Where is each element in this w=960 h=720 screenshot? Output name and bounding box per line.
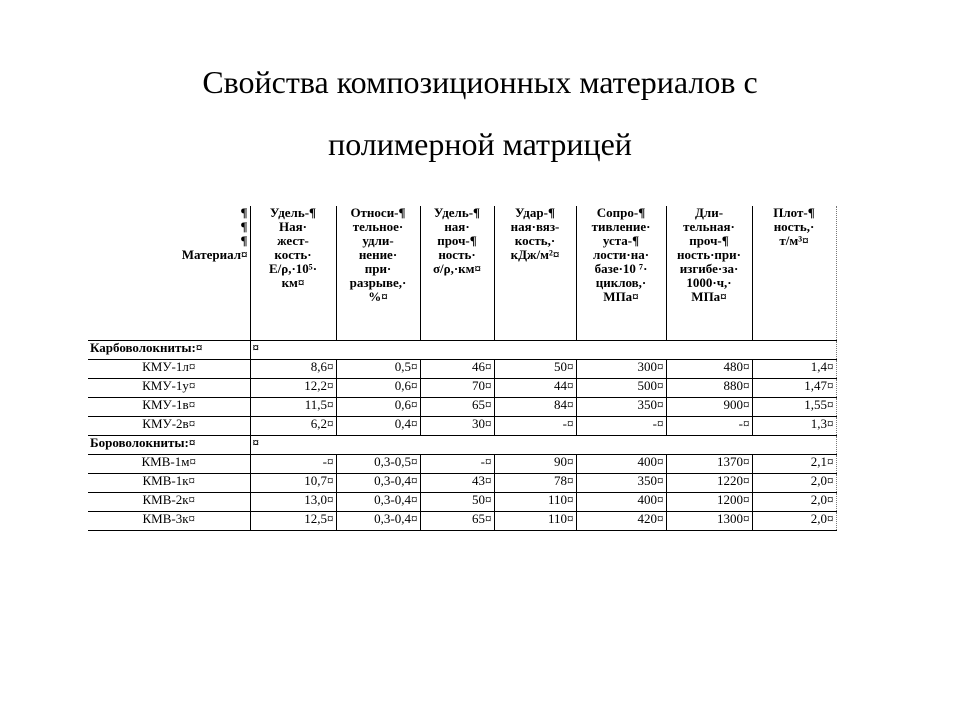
table-row [88,474,836,493]
value-cell: -¤ [250,455,336,474]
value-cell: 2,1¤ [752,455,836,474]
value-cell: 480¤ [666,360,752,379]
header-line: σ/ρ,·км¤ [432,261,482,276]
header-line: Удар-¶ [515,205,555,220]
value-cell: 0,6¤ [336,398,420,417]
header-line: разрыве,· [349,275,407,290]
value-cell: 43¤ [420,474,494,493]
group-mark: ¤ [250,341,836,360]
header-row [88,206,836,341]
value-cell: 110¤ [494,512,576,531]
value-cell: -¤ [666,417,752,436]
value-cell: 0,3-0,4¤ [336,474,420,493]
group-row [88,341,836,360]
header-impact-toughness [494,206,576,341]
value-cell: 84¤ [494,398,576,417]
header-line: 1000·ч,· [686,275,732,290]
table-row [88,455,836,474]
material-name-cell: КМУ-1у¤ [88,379,250,398]
value-cell: 70¤ [420,379,494,398]
value-cell: 2,0¤ [752,474,836,493]
header-line: ¶ [240,205,248,220]
value-cell: 0,6¤ [336,379,420,398]
material-name-cell: КМВ-2к¤ [88,493,250,512]
value-cell: 0,3-0,5¤ [336,455,420,474]
table-row [88,493,836,512]
header-line: МПа¤ [603,289,639,304]
header-line: проч-¶ [689,233,729,248]
table-row [88,379,836,398]
header-specific-strength [420,206,494,341]
table-row [88,360,836,379]
slide-title-line-1: Свойства композиционных материалов с [202,64,758,100]
value-cell: 12,2¤ [250,379,336,398]
value-cell: 65¤ [420,512,494,531]
value-cell: -¤ [576,417,666,436]
material-name-cell: КМВ-1к¤ [88,474,250,493]
header-line: лости·на· [592,247,650,262]
value-cell: 12,5¤ [250,512,336,531]
value-cell: 350¤ [576,474,666,493]
value-cell: 110¤ [494,493,576,512]
value-cell: -¤ [420,455,494,474]
value-cell: 10,7¤ [250,474,336,493]
group-label: Бороволокниты:¤ [88,436,250,455]
value-cell: 50¤ [420,493,494,512]
header-line: ность· [438,247,476,262]
group-row [88,436,836,455]
value-cell: 1370¤ [666,455,752,474]
header-line: Сопро-¶ [596,205,646,220]
value-cell: 30¤ [420,417,494,436]
value-cell: 1,55¤ [752,398,836,417]
header-line: жест- [277,233,309,248]
value-cell: 44¤ [494,379,576,398]
header-line: кость,· [514,233,556,248]
header-line: МПа¤ [691,289,727,304]
value-cell: 500¤ [576,379,666,398]
material-name-cell: КМУ-1л¤ [88,360,250,379]
header-line: Материал¤ [181,247,248,262]
header-line: Удель-¶ [269,205,317,220]
material-name-cell: КМВ-3к¤ [88,512,250,531]
value-cell: -¤ [494,417,576,436]
value-cell: 78¤ [494,474,576,493]
value-cell: 420¤ [576,512,666,531]
header-line: кость· [274,247,312,262]
header-line: нение· [358,247,398,262]
value-cell: 2,0¤ [752,493,836,512]
value-cell: 1220¤ [666,474,752,493]
value-cell: 0,3-0,4¤ [336,493,420,512]
header-line: удли- [362,233,394,248]
group-mark: ¤ [250,436,836,455]
header-long-term-strength [666,206,752,341]
value-cell: 13,0¤ [250,493,336,512]
header-line: тивление· [591,219,651,234]
header-line: Ная· [279,219,307,234]
header-density [752,206,836,341]
value-cell: 1200¤ [666,493,752,512]
material-name-cell: КМУ-1в¤ [88,398,250,417]
header-line: уста-¶ [602,233,640,248]
value-cell: 400¤ [576,455,666,474]
header-specific-stiffness [250,206,336,341]
header-line: изгибе·за· [679,261,739,276]
header-line: т/м³¤ [779,233,809,248]
header-material [88,206,250,341]
group-label: Карбоволокниты:¤ [88,341,250,360]
header-line: ¶ [240,233,248,248]
value-cell: 90¤ [494,455,576,474]
value-cell: 0,4¤ [336,417,420,436]
table-body [88,341,836,531]
value-cell: 1,4¤ [752,360,836,379]
header-line: Удель-¶ [433,205,481,220]
value-cell: 350¤ [576,398,666,417]
slide-title-line-2: полимерной матрицей [328,126,632,162]
value-cell: 8,6¤ [250,360,336,379]
material-name-cell: КМВ-1м¤ [88,455,250,474]
value-cell: 65¤ [420,398,494,417]
header-line: ность,· [773,219,815,234]
header-line: Дли- [694,205,724,220]
value-cell: 400¤ [576,493,666,512]
header-line: кДж/м²¤ [510,247,560,262]
table-row [88,417,836,436]
value-cell: 0,5¤ [336,360,420,379]
header-line: ¶ [240,219,248,234]
header-line: тельное· [352,219,404,234]
value-cell: 880¤ [666,379,752,398]
value-cell: 50¤ [494,360,576,379]
value-cell: 1,47¤ [752,379,836,398]
table-row [88,512,836,531]
header-line: Относи-¶ [350,205,406,220]
header-line: циклов,· [595,275,647,290]
header-line: ная·вяз- [510,219,560,234]
material-name-cell: КМУ-2в¤ [88,417,250,436]
value-cell: 0,3-0,4¤ [336,512,420,531]
materials-properties-table [88,206,837,531]
value-cell: 11,5¤ [250,398,336,417]
header-fatigue-resistance [576,206,666,341]
value-cell: 900¤ [666,398,752,417]
table-row [88,398,836,417]
value-cell: 1300¤ [666,512,752,531]
header-line: проч-¶ [437,233,477,248]
value-cell: 1,3¤ [752,417,836,436]
header-elongation [336,206,420,341]
value-cell: 46¤ [420,360,494,379]
header-line: ная· [444,219,470,234]
value-cell: 300¤ [576,360,666,379]
header-line: Плот-¶ [773,205,815,220]
value-cell: 6,2¤ [250,417,336,436]
header-line: базе·10 ⁷· [594,261,648,276]
header-line: при· [364,261,392,276]
header-line: %¤ [368,289,388,304]
header-line: E/ρ,·10⁵· [268,261,318,276]
header-line: км¤ [281,275,305,290]
value-cell: 2,0¤ [752,512,836,531]
header-line: ность·при· [677,247,741,262]
header-line: тельная· [683,219,735,234]
